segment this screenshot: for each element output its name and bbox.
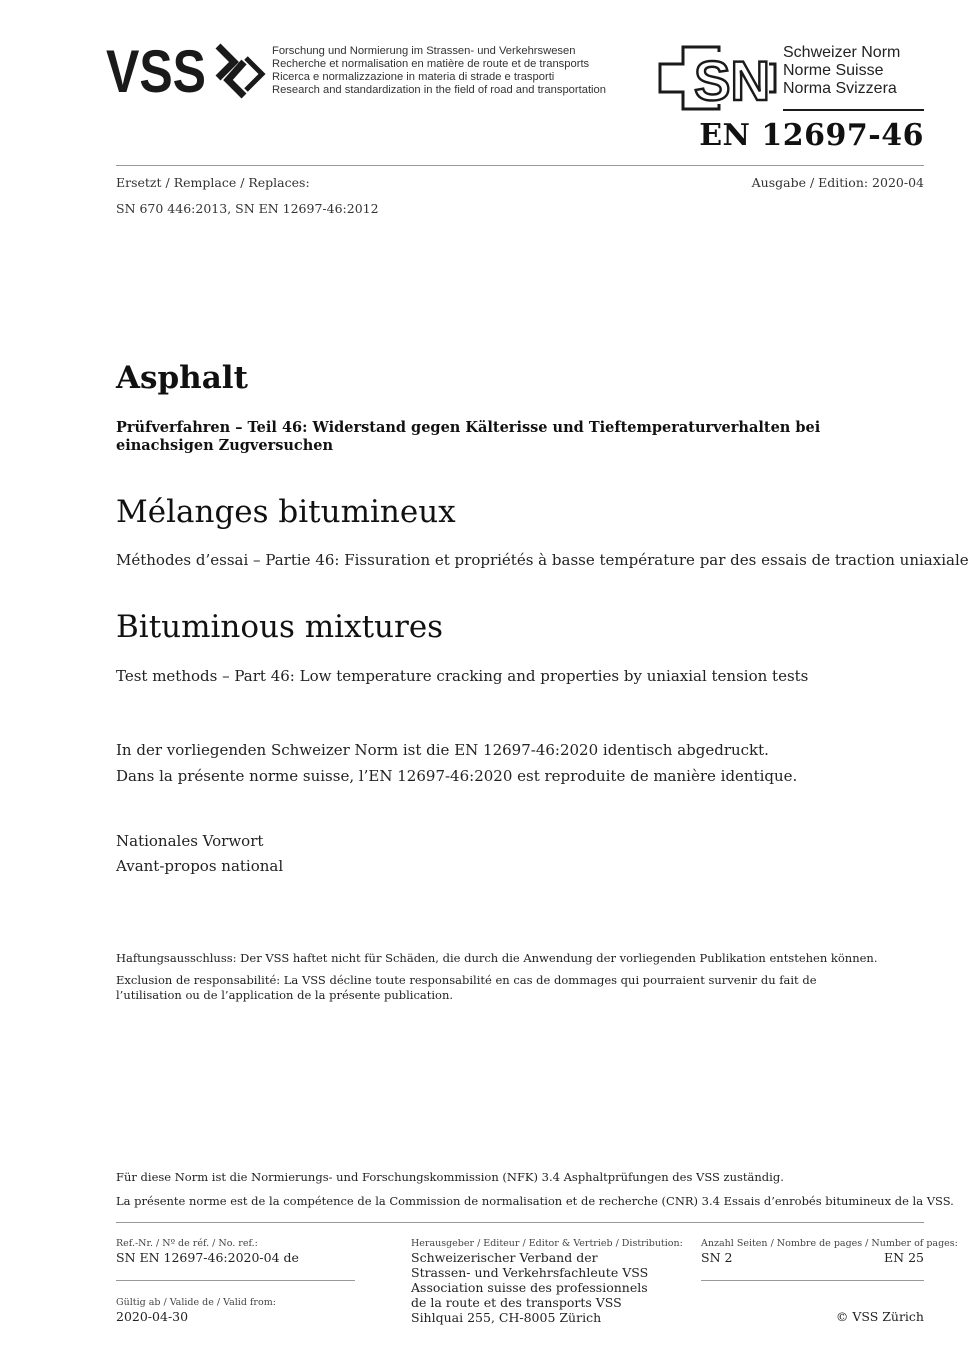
ref-value: SN EN 12697-46:2020-04 de	[116, 1250, 299, 1265]
footer-col1-divider	[116, 1280, 355, 1281]
tagline-it: Ricerca e normalizzazione in materia di strade e trasporti	[272, 71, 555, 83]
vss-logo	[106, 40, 266, 100]
copyright: © VSS Zürich	[835, 1309, 924, 1324]
sn-name-de: Schweizer Norm	[783, 44, 901, 61]
sn-names	[783, 44, 900, 98]
committee-de: Für diese Norm ist die Normierungs- und Forschungskommission (NFK) 3.4 Asphaltprüfungen des VSS zuständig.	[116, 1170, 784, 1184]
publisher-line: Strassen- und Verkehrsfachleute VSS	[411, 1265, 649, 1280]
identical-note-de: In der vorliegenden Schweizer Norm ist die EN 12697-46:2020 identisch abgedruckt.	[116, 741, 769, 759]
publisher-label: Herausgeber / Editeur / Editor & Vertrieb / Distribution:	[411, 1238, 683, 1249]
publisher-line: Association suisse des professionnels	[411, 1280, 648, 1295]
valid-from-value: 2020-04-30	[116, 1309, 189, 1324]
tagline-en: Research and standardization in the field of road and transportation	[272, 84, 606, 96]
sn-name-it: Norma Svizzera	[783, 80, 897, 97]
replaces-value: SN 670 446:2013, SN EN 12697-46:2012	[116, 201, 379, 216]
standard-number: EN 12697-46	[699, 118, 924, 153]
footer-col3-divider	[701, 1280, 924, 1281]
svg-text:VSS: VSS	[106, 40, 206, 100]
vss-tagline	[272, 45, 606, 97]
footer-divider	[116, 1222, 924, 1223]
subtitle-fr: Méthodes d’essai – Partie 46: Fissuration et propriétés à basse température par des essais de traction uniaxiale	[116, 551, 969, 569]
valid-from-label: Gültig ab / Valide de / Valid from:	[116, 1297, 276, 1308]
title-fr: Mélanges bitumineux	[116, 494, 456, 530]
edition: Ausgabe / Edition: 2020-04	[751, 175, 924, 190]
title-de: Asphalt	[116, 360, 248, 396]
sn-cross-logo	[657, 44, 777, 112]
publisher-address	[411, 1250, 648, 1325]
subtitle-en: Test methods – Part 46: Low temperature cracking and properties by uniaxial tension tests	[116, 667, 809, 685]
publisher-line: Schweizerischer Verband der	[411, 1250, 598, 1265]
svg-text:SN: SN	[694, 49, 770, 112]
committee-fr: La présente norme est de la compétence de la Commission de normalisation et de recherche (CNR) 3.4 Essais d’enrobés bitumineux de la VSS.	[116, 1194, 954, 1208]
disclaimer-fr: Exclusion de responsabilité: La VSS décline toute responsabilité en cas de dommages qui pourraient survenir du fait de l’utilisation ou de l’application de la présente publication.	[116, 973, 817, 1002]
identical-note-fr: Dans la présente norme suisse, l’EN 12697-46:2020 est reproduite de manière identique.	[116, 767, 798, 785]
pages-sn: SN 2	[701, 1250, 733, 1265]
pages-label: Anzahl Seiten / Nombre de pages / Number of pages:	[701, 1238, 958, 1249]
pages-en: EN 25	[884, 1250, 924, 1265]
tagline-fr: Recherche et normalisation en matière de route et de transports	[272, 58, 590, 70]
replaces-label: Ersetzt / Remplace / Replaces:	[116, 175, 310, 190]
disclaimer-de: Haftungsausschluss: Der VSS haftet nicht für Schäden, die durch die Anwendung der vorliegenden Publikation entstehen können.	[116, 951, 878, 965]
foreword-fr: Avant-propos national	[116, 857, 284, 875]
title-en: Bituminous mixtures	[116, 609, 444, 645]
header-divider	[116, 165, 924, 166]
sn-underline	[783, 109, 924, 111]
tagline-de: Forschung und Normierung im Strassen- und Verkehrswesen	[272, 45, 576, 57]
sn-name-fr: Norme Suisse	[783, 62, 884, 79]
foreword-de: Nationales Vorwort	[116, 832, 264, 850]
publisher-line: de la route et des transports VSS	[411, 1295, 622, 1310]
ref-label: Ref.-Nr. / Nº de réf. / No. ref.:	[116, 1238, 258, 1249]
publisher-line: Sihlquai 255, CH-8005 Zürich	[411, 1310, 602, 1325]
subtitle-de: Prüfverfahren – Teil 46: Widerstand gegen Kälterisse und Tieftemperaturverhalten bei einachsigen Zugversuchen	[116, 419, 821, 454]
